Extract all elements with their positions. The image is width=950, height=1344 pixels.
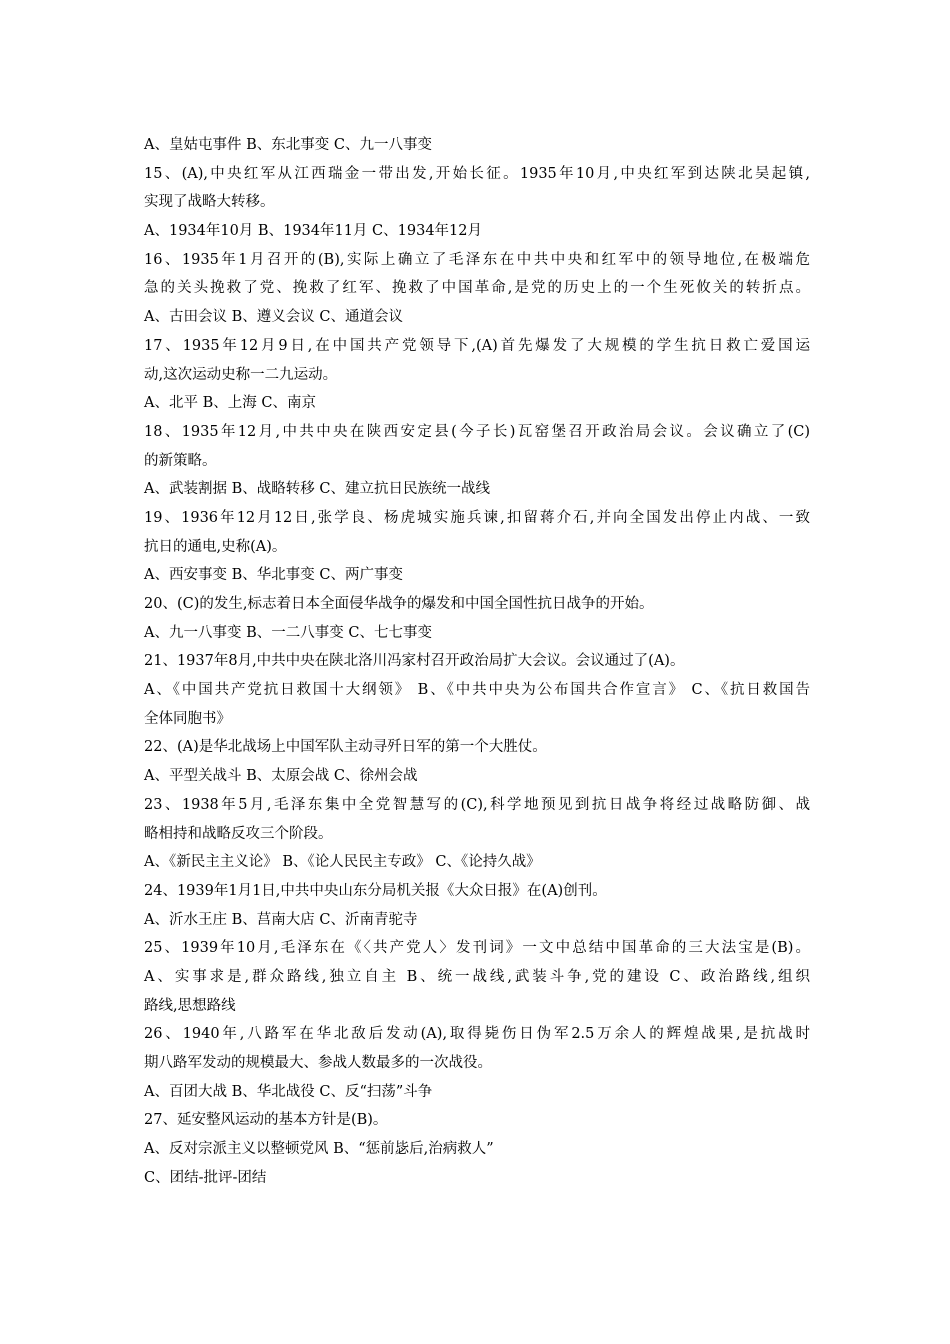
text-line: 15、(A),中央红军从江西瑞金一带出发,开始长征。1935年10月,中央红军到达陕北吴起镇, bbox=[144, 165, 810, 182]
text-line: A、武装割据 B、战略转移 C、建立抗日民族统一战线 bbox=[144, 481, 490, 498]
text-line: C、团结-批评-团结 bbox=[144, 1169, 267, 1186]
text-line: 20、(C)的发生,标志着日本全面侵华战争的爆发和中国全国性抗日战争的开始。 bbox=[144, 596, 654, 612]
text-line: 急的关头挽救了党、挽救了红军、挽救了中国革命,是党的历史上的一个生死攸关的转折点。 bbox=[144, 280, 810, 297]
text-line: 25、1939年10月,毛泽东在《〈共产党人〉发刊词》一文中总结中国革命的三大法宝是(B)。 bbox=[144, 940, 810, 957]
text-line: 18、1935年12月,中共中央在陕西安定县(今子长)瓦窑堡召开政治局会议。会议确立了(C) bbox=[144, 423, 810, 440]
text-line: 抗日的通电,史称(A)。 bbox=[144, 538, 287, 555]
text-line: 实现了战略大转移。 bbox=[144, 194, 275, 211]
text-line: A、北平 B、上海 C、南京 bbox=[144, 395, 316, 412]
text-line: A、《中国共产党抗日救国十大纲领》 B、《中共中央为公布国共合作宣言》 C、《抗日救国告 bbox=[144, 682, 810, 699]
text-line: A、1934年10月 B、1934年11月 C、1934年12月 bbox=[144, 223, 482, 240]
text-line: 动,这次运动史称一二九运动。 bbox=[144, 366, 338, 383]
text-line: 23、1938年5月,毛泽东集中全党智慧写的(C),科学地预见到抗日战争将经过战略防御、战 bbox=[144, 796, 810, 813]
text-line: 21、1937年8月,中共中央在陕北洛川冯家村召开政治局扩大会议。会议通过了(A)。 bbox=[144, 653, 685, 670]
text-line: 的新策略。 bbox=[144, 452, 217, 469]
text-line: 全体同胞书》 bbox=[144, 710, 231, 727]
text-line: 略相持和战略反攻三个阶段。 bbox=[144, 825, 333, 842]
text-line: A、西安事变 B、华北事变 C、两广事变 bbox=[144, 567, 403, 584]
text-line: A、沂水王庄 B、莒南大店 C、沂南青驼寺 bbox=[144, 911, 418, 928]
text-line: 路线,思想路线 bbox=[144, 997, 236, 1014]
text-line: 16、1935年1月召开的(B),实际上确立了毛泽东在中共中央和红军中的领导地位,在极端危 bbox=[144, 251, 810, 268]
text-line: 27、延安整风运动的基本方针是(B)。 bbox=[144, 1112, 388, 1129]
text-line: 17、1935年12月9日,在中国共产党领导下,(A)首先爆发了大规模的学生抗日救亡爱国运 bbox=[144, 337, 810, 354]
text-line: A、平型关战斗 B、太原会战 C、徐州会战 bbox=[144, 768, 418, 785]
text-line: A、百团大战 B、华北战役 C、反“扫荡”斗争 bbox=[144, 1083, 433, 1100]
text-line: 24、1939年1月1日,中共中央山东分局机关报《大众日报》在(A)创刊。 bbox=[144, 882, 607, 899]
text-line: A、九一八事变 B、一二八事变 C、七七事变 bbox=[144, 624, 432, 641]
text-line: A、古田会议 B、遵义会议 C、通道会议 bbox=[144, 309, 403, 326]
text-line: 19、1936年12月12日,张学良、杨虎城实施兵谏,扣留蒋介石,并向全国发出停止内战、一致 bbox=[144, 509, 810, 526]
text-line: A、反对宗派主义以整顿党风 B、“惩前毖后,治病救人” bbox=[144, 1141, 494, 1158]
text-line: 22、(A)是华北战场上中国军队主动寻歼日军的第一个大胜仗。 bbox=[144, 739, 547, 756]
text-line: A、《新民主主义论》 B、《论人民民主专政》 C、《论持久战》 bbox=[144, 854, 541, 871]
document-page bbox=[144, 131, 810, 1192]
text-line: A、皇姑屯事件 B、东北事变 C、九一八事变 bbox=[144, 137, 432, 153]
text-line: 期八路军发动的规模最大、参战人数最多的一次战役。 bbox=[144, 1055, 492, 1071]
text-line: 26、1940年,八路军在华北敌后发动(A),取得毙伤日伪军2.5万余人的辉煌战果,是抗战时 bbox=[144, 1026, 810, 1043]
text-line: A、实事求是,群众路线,独立自主 B、统一战线,武装斗争,党的建设 C、政治路线,组织 bbox=[144, 968, 810, 985]
